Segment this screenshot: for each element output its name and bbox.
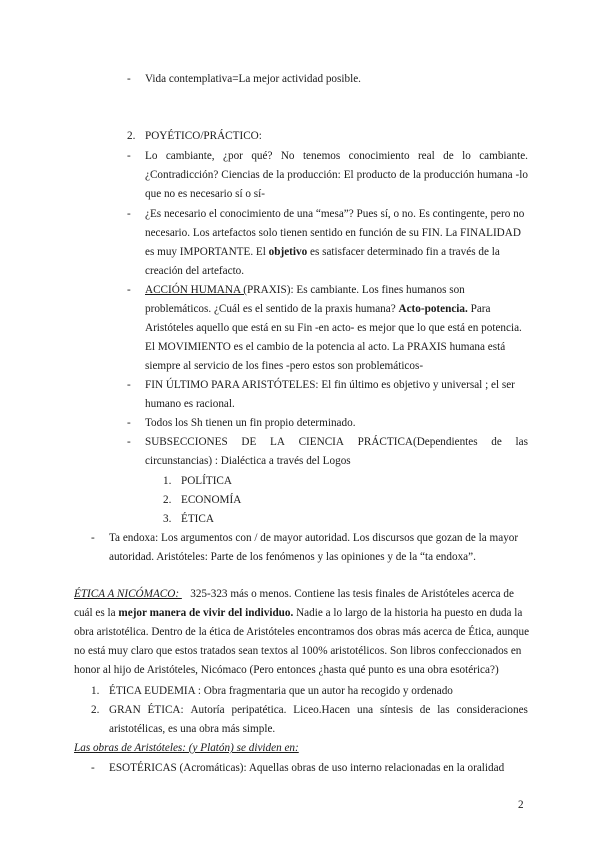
b3-line-2: problemáticos. ¿Cuál es el sentido de la praxis humana? Acto-potencia. Para: [145, 303, 491, 315]
b1-line-2: ¿Contradicción? Ciencias de la producción: El producto de la producción humana -lo: [145, 169, 528, 181]
esotericas-text: ESOTÉRICAS (Acromáticas): Aquellas obras de uso interno relacionadas en la oralidad: [109, 762, 505, 774]
b2-line-4: creación del artefacto.: [145, 265, 245, 277]
b2-line-1: ¿Es necesario el conocimiento de una “mesa”? Pues sí, o no. Es contingente, pero no: [145, 208, 525, 220]
sublist-item-politica: POLÍTICA: [181, 475, 232, 487]
bullet-marker: -: [91, 762, 95, 774]
sublist-item-etica: ÉTICA: [181, 513, 214, 525]
nicomaco-line-5: honor al hijo de Aristóteles, Nicómaco (Pero entonces ¿hasta qué punto es una obra esotérica?): [74, 664, 499, 676]
sublist-item-economia: ECONOMÍA: [181, 494, 242, 506]
nicomaco-line-3: obra aristotélica. Dentro de la ética de Aristóteles encontramos dos obras más acerca de Ética, aunque: [74, 626, 530, 638]
bullet-marker: -: [127, 73, 131, 85]
nicomaco-title: ÉTICA A NICÓMACO:: [74, 588, 182, 600]
b1-line-3: que no es necesario sí o sí-: [145, 188, 265, 200]
bullet-marker: -: [127, 436, 131, 448]
b2-line-3: es muy IMPORTANTE. El objetivo es satisfacer determinado fin a través de la: [145, 246, 500, 258]
list-number: 1.: [91, 685, 100, 697]
b4-line-2: humano es racional.: [145, 398, 235, 410]
b3-line-4: El MOVIMIENTO es el cambio de la potencia al acto. La PRAXIS humana está: [145, 341, 506, 353]
bullet-marker: -: [127, 379, 131, 391]
b6-line-1: SUBSECCIONES DE LA CIENCIA PRÁCTICA(Dependientes de las: [145, 436, 528, 448]
list-number: 2.: [91, 704, 100, 716]
bullet-marker: -: [91, 532, 95, 544]
bullet-marker: -: [127, 150, 131, 162]
gran-etica-line-1: GRAN ÉTICA: Autoría peripatética. Liceo.Hacen una síntesis de las consideraciones: [109, 704, 528, 716]
section-heading: POYÉTICO/PRÁCTICO:: [145, 130, 262, 142]
bullet-marker: -: [127, 417, 131, 429]
section-number: 2.: [127, 130, 136, 142]
bullet-marker: -: [127, 208, 131, 220]
eudemia-text: ÉTICA EUDEMIA : Obra fragmentaria que un autor ha recogido y ordenado: [109, 685, 453, 697]
nicomaco-line-2: cuál es la mejor manera de vivir del individuo. Nadie a lo largo de la historia ha puesto en duda la: [74, 607, 523, 619]
b2-line-2: necesario. Los artefactos solo tienen sentido en función de su FIN. La FINALIDAD: [145, 227, 521, 239]
sublist-number: 2.: [163, 494, 172, 506]
b1-line-1: Lo cambiante, ¿por qué? No tenemos conocimiento real de lo cambiante.: [145, 150, 528, 162]
top-bullet-text: Vida contemplativa=La mejor actividad posible.: [145, 73, 361, 85]
nicomaco-line-4: no está muy claro que estos tratados sean textos al 100% aristotélicos. Son libros confeccionados en: [74, 645, 522, 657]
b3-line-3: Aristóteles aquello que está en su Fin -en acto- es mejor que lo que está en potencia.: [145, 322, 522, 334]
b4-line-1: FIN ÚLTIMO PARA ARISTÓTELES: El fin último es objetivo y universal ; el ser: [145, 379, 515, 391]
obras-heading: Las obras de Aristóteles: (y Platón) se dividen en:: [74, 742, 299, 754]
endoxa-line-2: autoridad. Aristóteles: Parte de los fenómenos y las opiniones y de la “ta endoxa”.: [109, 551, 476, 563]
b6-line-2: circunstancias) : Dialéctica a través del Logos: [145, 455, 351, 467]
nicomaco-line-1: ÉTICA A NICÓMACO: 325-323 más o menos. Contiene las tesis finales de Aristóteles acerca de: [74, 588, 514, 600]
gran-etica-line-2: aristotélicas, es una obra más simple.: [109, 723, 276, 735]
sublist-number: 3.: [163, 513, 172, 525]
b3-line-1: ACCIÓN HUMANA (PRAXIS): Es cambiante. Los fines humanos son: [145, 284, 465, 296]
bullet-marker: -: [127, 284, 131, 296]
b5-line-1: Todos los Sh tienen un fin propio determinado.: [145, 417, 356, 429]
sublist-number: 1.: [163, 475, 172, 487]
endoxa-line-1: Ta endoxa: Los argumentos con / de mayor autoridad. Los discursos que gozan de la mayor: [109, 532, 519, 544]
b3-line-5: siempre al servicio de los fines -pero estos son problemáticos-: [145, 360, 424, 372]
page-number: 2: [518, 799, 524, 811]
